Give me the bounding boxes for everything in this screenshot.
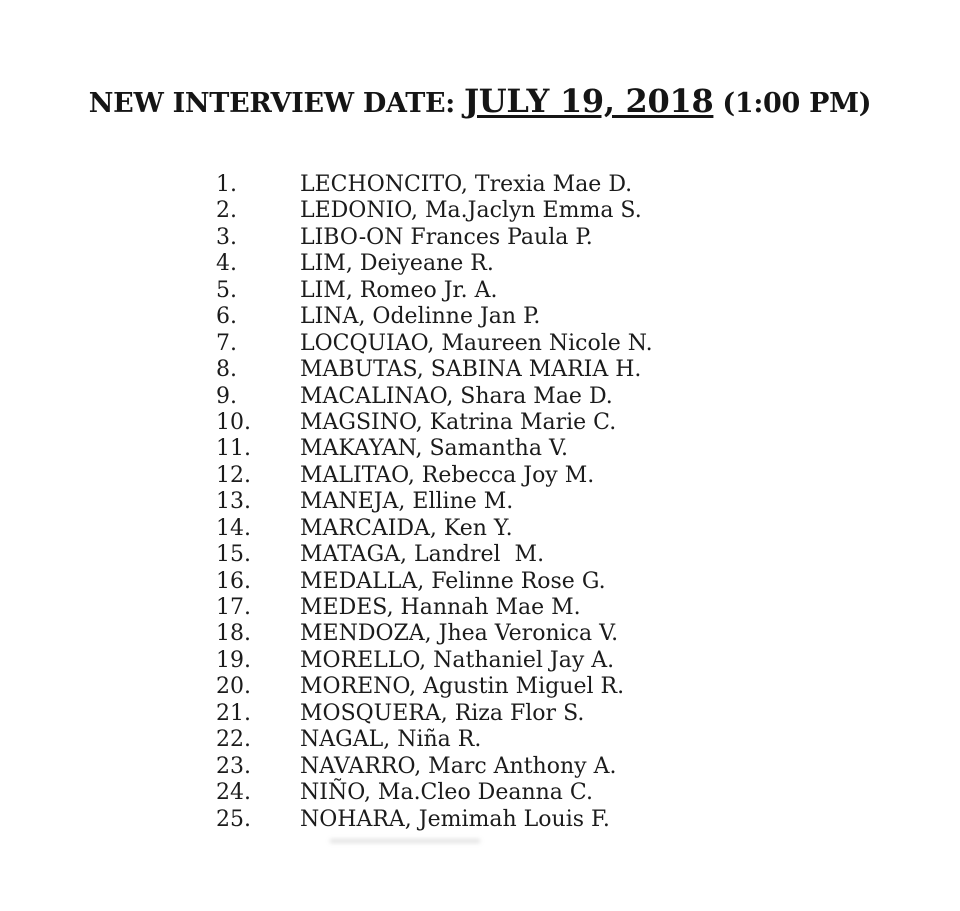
list-item-name: NIÑO, Ma.Cleo Deanna C.: [300, 780, 593, 806]
list-item-name: MAGSINO, Katrina Marie C.: [300, 409, 617, 435]
list-item-name: MARCAIDA, Ken Y.: [300, 515, 513, 541]
interview-list: [216, 172, 653, 833]
list-item-number: 5.: [216, 277, 237, 303]
list-item-name: MAKAYAN, Samantha V.: [300, 436, 568, 462]
list-item-name: MALITAO, Rebecca Joy M.: [300, 462, 595, 488]
list-item: [216, 727, 653, 753]
list-item-name: MENDOZA, Jhea Veronica V.: [300, 621, 619, 647]
list-item: [216, 542, 653, 568]
list-item-name: NAVARRO, Marc Anthony A.: [300, 753, 617, 779]
list-item-number: 17.: [216, 595, 251, 620]
title-date: JULY 19, 2018: [463, 82, 714, 120]
list-item-name: MABUTAS, SABINA MARIA H.: [300, 357, 642, 383]
list-item-name: MORENO, Agustin Miguel R.: [300, 674, 625, 700]
list-item: [216, 621, 653, 647]
list-item-number: 3.: [216, 224, 237, 250]
title-prefix: NEW INTERVIEW DATE:: [88, 88, 455, 119]
list-item: [216, 489, 653, 515]
list-item-name: LINA, Odelinne Jan P.: [300, 304, 541, 330]
list-item: [216, 278, 653, 304]
list-item-number: 23.: [216, 753, 251, 779]
list-item: [216, 225, 653, 251]
list-item-number: 25.: [216, 806, 251, 832]
list-item: [216, 198, 653, 224]
list-item: [216, 648, 653, 674]
list-item-number: 10.: [216, 409, 251, 435]
list-item-number: 9.: [216, 383, 237, 409]
list-item: [216, 701, 653, 727]
list-item-number: 4.: [216, 251, 237, 277]
list-item: [216, 357, 653, 383]
list-item-name: MEDES, Hannah Mae M.: [300, 595, 581, 620]
list-item-name: MORELLO, Nathaniel Jay A.: [300, 647, 615, 673]
list-item-number: 19.: [216, 647, 251, 673]
list-item-name: MATAGA, Landrel M.: [300, 542, 545, 568]
list-item-number: 16.: [216, 568, 251, 594]
list-item-number: 13.: [216, 489, 251, 515]
list-item: [216, 384, 653, 410]
list-item: [216, 595, 653, 621]
list-item-number: 18.: [216, 621, 251, 647]
list-item-number: 2.: [216, 198, 237, 224]
list-item: [216, 780, 653, 806]
list-item-name: LEDONIO, Ma.Jaclyn Emma S.: [300, 198, 642, 224]
list-item-number: 20.: [216, 674, 251, 700]
list-item-number: 14.: [216, 515, 251, 541]
list-item-name: LIBO-ON Frances Paula P.: [300, 224, 593, 250]
list-item: [216, 463, 653, 489]
list-item: [216, 754, 653, 780]
list-item: [216, 410, 653, 436]
list-item-number: 6.: [216, 304, 237, 330]
scan-artifact: [330, 839, 480, 843]
list-item-number: 11.: [216, 436, 251, 462]
list-item: [216, 304, 653, 330]
list-item-name: LECHONCITO, Trexia Mae D.: [300, 172, 633, 197]
list-item-name: LOCQUIAO, Maureen Nicole N.: [300, 330, 653, 356]
list-item: [216, 251, 653, 277]
list-item-name: MEDALLA, Felinne Rose G.: [300, 568, 606, 594]
list-item: [216, 674, 653, 700]
list-item-number: 8.: [216, 357, 237, 383]
list-item-name: NOHARA, Jemimah Louis F.: [300, 806, 610, 832]
list-item: [216, 569, 653, 595]
list-item-name: NAGAL, Niña R.: [300, 727, 482, 753]
title-time: (1:00 PM): [722, 88, 872, 119]
list-item: [216, 331, 653, 357]
list-item-number: 15.: [216, 542, 251, 568]
list-item-name: MACALINAO, Shara Mae D.: [300, 383, 613, 409]
list-item-number: 24.: [216, 780, 251, 806]
page-title: [0, 82, 960, 120]
list-item: [216, 516, 653, 542]
list-item: [216, 807, 653, 833]
list-item-name: MOSQUERA, Riza Flor S.: [300, 700, 585, 726]
list-item-number: 7.: [216, 330, 237, 356]
list-item-name: MANEJA, Elline M.: [300, 489, 514, 515]
list-item-number: 21.: [216, 700, 251, 726]
list-item-name: LIM, Romeo Jr. A.: [300, 277, 498, 303]
list-item: [216, 436, 653, 462]
list-item-number: 12.: [216, 462, 251, 488]
list-item: [216, 172, 653, 198]
list-item-number: 22.: [216, 727, 251, 753]
list-item-number: 1.: [216, 172, 237, 197]
list-item-name: LIM, Deiyeane R.: [300, 251, 494, 277]
